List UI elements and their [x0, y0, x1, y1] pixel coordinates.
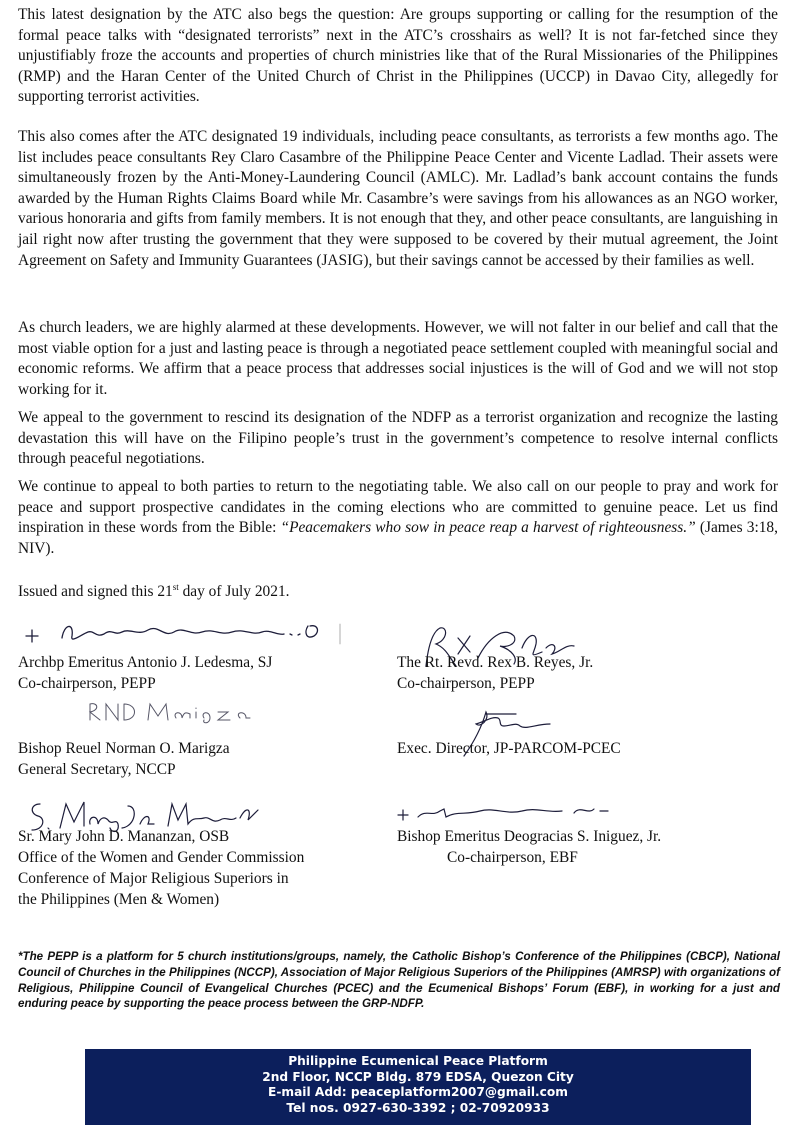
bible-quote: “Peacemakers who sow in peace reap a harvest of righteousness.”: [280, 519, 696, 537]
signatory-title: General Secretary, NCCP: [18, 761, 176, 778]
signatory-ledesma: [18, 652, 272, 694]
issued-date-line: [18, 582, 289, 601]
signatory-name: Bishop Emeritus Deogracias S. Iniguez, Jr.: [397, 828, 662, 845]
issued-ordinal-suffix: st: [172, 582, 179, 592]
paragraph-appeal-government: We appeal to the government to rescind its designation of the NDFP as a terrorist organization and recognize the lasting devastation this will have on the Filipino people’s trust in the government’s competence to resolve internal conflicts through peaceful negotiations.: [18, 409, 778, 468]
paragraph-atc-designation: This latest designation by the ATC also begs the question: Are groups supporting or calling for the resumption of the formal peace talks with “designated terrorists” next in the ATC’s crosshairs as well? It is not far-fetched since they unjustifiably froze the accounts and properties of church ministries like that of the Rural Missionaries of the Philippines (RMP) and the Haran Center of the United Church of Christ in the Philippines (UCCP) in Davao City, allegedly for supporting terrorist activities.: [18, 6, 778, 106]
contact-address: 2nd Floor, NCCP Bldg. 879 EDSA, Quezon City: [262, 1069, 574, 1084]
issued-prefix: Issued and signed this 21: [18, 583, 173, 601]
contact-organization: Philippine Ecumenical Peace Platform: [288, 1054, 548, 1068]
contact-email: E-mail Add: peaceplatform2007@gmail.com: [268, 1085, 568, 1100]
signatory-title: Co-chairperson, EBF: [447, 849, 578, 866]
appeal-text: We continue to appeal to both parties to return to the negotiating table. We also call on our people to pray and work for peace and support prospective candidates in the coming elections who are committed to genuine peace. Let us find inspiration in these words from the Bible:: [18, 478, 778, 537]
signatory-mananzan: [18, 826, 304, 910]
signature-iniguez: [396, 799, 626, 825]
paragraph-appeal-parties: [18, 477, 778, 559]
signatory-organization-cont: the Philippines (Men & Women): [18, 891, 220, 908]
signature-marigza-strokes: [86, 700, 266, 724]
bible-reference: (James 3:18, NIV).: [18, 519, 778, 557]
contact-phones: Tel nos. 0927-630-3392 ; 02-70920933: [286, 1100, 550, 1115]
signature-ledesma-strokes: [22, 614, 322, 654]
signatory-organization: Conference of Major Religious Superiors in: [18, 870, 289, 887]
contact-info-box: [85, 1049, 751, 1125]
paragraph-peace-consultants: This also comes after the ATC designated 19 individuals, including peace consultants, as terrorists a few months ago. The list includes peace consultants Rey Claro Casambre of the Philippine Peace Center and Vicente Ladlad. Their assets were simultaneously frozen by the Anti-Money-Laundering Council (AMLC). Mr. Ladlad’s bank account contains the funds awarded by the Human Rights Claims Board while Mr. Casambre’s were savings from his allowances as an NGO worker, various honoraria and gifts from family members. It is not enough that they, and other peace consultants, are languishing in jail right now after trusting the government that they were supposed to be covered by their mutual agreement, the Joint Agreement on Safety and Immunity Guarantees (JASIG), but their savings cannot be accessed by their families as well.: [18, 128, 778, 269]
signatory-title: Exec. Director, JP-PARCOM-PCEC: [397, 740, 621, 757]
signatory-title: Co-chairperson, PEPP: [18, 675, 156, 692]
signatory-office: Office of the Women and Gender Commission: [18, 849, 305, 866]
signatory-iniguez: [397, 826, 661, 868]
signatory-marigza: [18, 738, 230, 780]
signatory-name: The Rt. Revd. Rex B. Reyes, Jr.: [397, 654, 594, 671]
signatory-name: Sr. Mary John D. Mananzan, OSB: [18, 828, 230, 845]
signature-ledesma: [22, 614, 322, 654]
paragraph-church-leaders: As church leaders, we are highly alarmed at these developments. However, we will not falter in our belief and call that the most viable option for a just and lasting peace is through a negotiated peace settlement coupled with meaningful social and economic reforms. We affirm that a peace process that addresses social injustices is the will of God and we will not stop working for it.: [18, 319, 778, 398]
signatory-title: Co-chairperson, PEPP: [397, 675, 535, 692]
signatory-reyes: [397, 652, 593, 694]
pepp-footnote: *The PEPP is a platform for 5 church institutions/groups, namely, the Catholic Bishop’s Conference of the Philippines (CBCP), National Council of Churches in the Philippines (NCCP), Association of Major Religious Superiors of the Philippines (AMRSP) with organizations of Religious, Philippine Council of Evangelical Churches (PCEC) and the Ecumenical Bishops’ Forum (EBF), in working for a just and enduring peace by supporting the peace process between the GRP-NDFP.: [18, 950, 780, 1011]
signatory-name: Archbp Emeritus Antonio J. Ledesma, SJ: [18, 654, 273, 671]
signature-marigza: [86, 700, 266, 724]
signatory-name: Bishop Reuel Norman O. Marigza: [18, 740, 230, 757]
signatory-pcec-director: [397, 738, 621, 759]
signature-iniguez-strokes: [396, 799, 626, 825]
issued-rest: day of July 2021.: [178, 583, 290, 601]
